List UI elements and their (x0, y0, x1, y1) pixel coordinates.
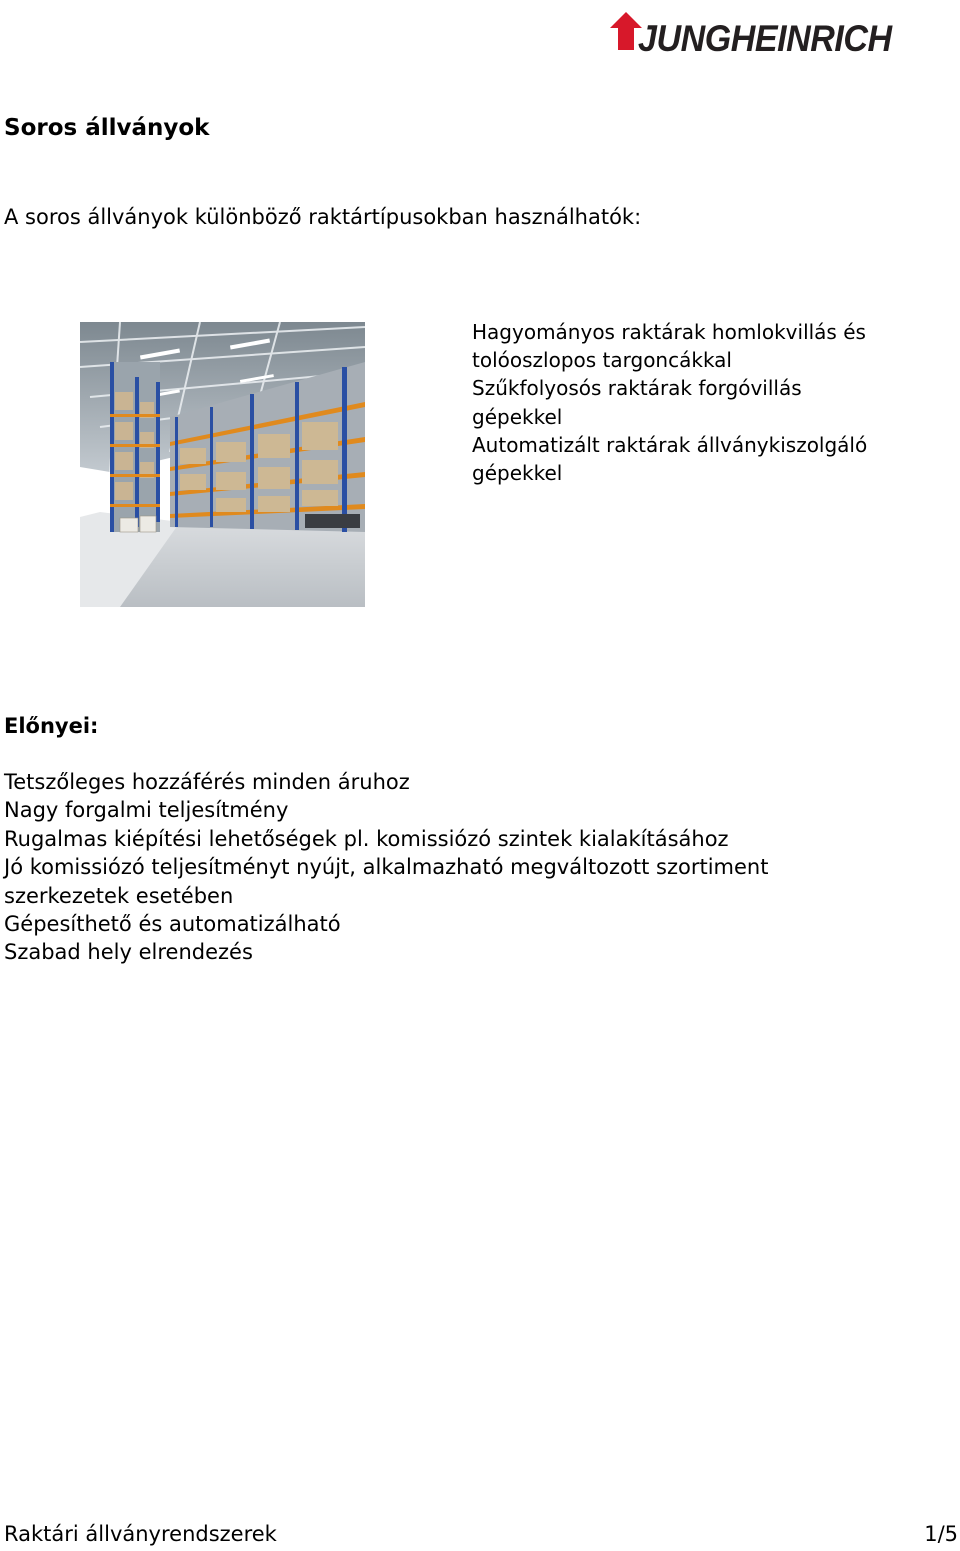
list-item: tolóoszlopos targoncákkal (472, 348, 732, 373)
list-item: Gépesíthető és automatizálható (4, 912, 341, 937)
advantages-list (4, 768, 944, 967)
warehouse-types-list (472, 318, 952, 487)
list-item: Szabad hely elrendezés (4, 940, 253, 965)
warehouse-rack-photo (80, 322, 365, 607)
list-item: Rugalmas kiépítési lehetőségek pl. komissiózó szintek kialakításához (4, 826, 729, 851)
list-item: gépekkel (472, 461, 563, 486)
advantages-heading: Előnyei: (4, 714, 99, 738)
list-item: Jó komissiózó teljesítményt nyújt, alkalmazható megváltozott szortiment (4, 855, 769, 880)
logo-wordmark: JUNGHEINRICH (638, 18, 892, 59)
intro-text: A soros állványok különböző raktártípusokban használhatók: (4, 205, 642, 229)
footer-page-number: 1/5 (924, 1522, 958, 1546)
footer-document-title: Raktári állványrendszerek (4, 1522, 277, 1546)
list-item: Automatizált raktárak állványkiszolgáló (472, 432, 868, 457)
list-item: Szűkfolyosós raktárak forgóvillás (472, 376, 802, 401)
list-item: Nagy forgalmi teljesítmény (4, 798, 289, 823)
list-item: Hagyományos raktárak homlokvillás és (472, 320, 866, 344)
list-item: Tetszőleges hozzáférés minden áruhoz (4, 770, 410, 794)
jungheinrich-logo (610, 10, 950, 66)
list-item: gépekkel (472, 404, 563, 429)
page-title: Soros állványok (4, 115, 210, 141)
list-item: szerkezetek esetében (4, 883, 234, 908)
